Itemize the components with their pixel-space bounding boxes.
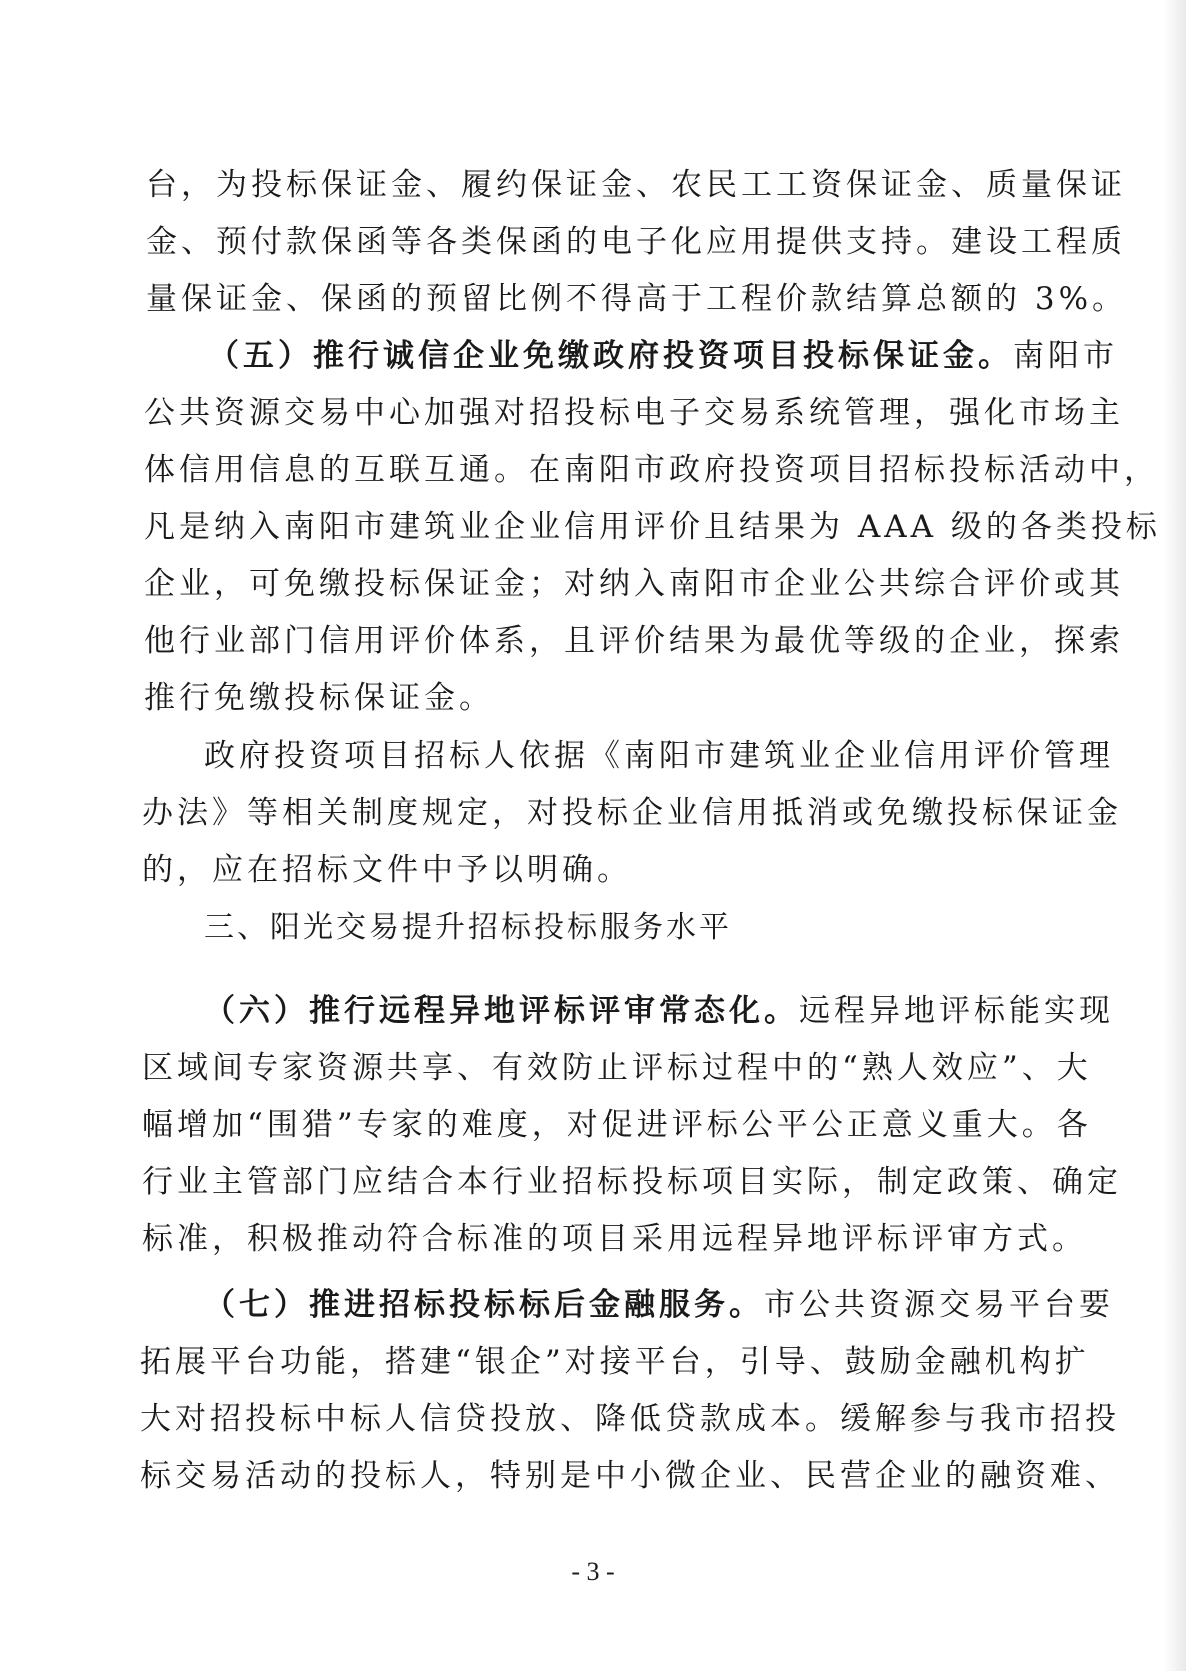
- section-7-line: （七）推进招标投标标后金融服务。市公共资源交易平台要: [204, 1287, 1114, 1323]
- text-line: 标交易活动的投标人，特别是中小微企业、民营企业的融资难、: [140, 1458, 1120, 1494]
- text-line: 台，为投标保证金、履约保证金、农民工工资保证金、质量保证: [146, 167, 1126, 203]
- text-line: 行业主管部门应结合本行业招标投标项目实际，制定政策、确定: [142, 1164, 1122, 1200]
- scan-edge-shadow: [1164, 0, 1186, 1671]
- section-7-title: （七）推进招标投标标后金融服务。: [204, 1287, 764, 1323]
- text-line: 拓展平台功能，搭建“银企”对接平台，引导、鼓励金融机构扩: [140, 1344, 1090, 1380]
- section-5-line: （五）推行诚信企业免缴政府投资项目投标保证金。南阳市: [208, 338, 1118, 374]
- text-line: 公共资源交易中心加强对招投标电子交易系统管理，强化市场主: [144, 395, 1124, 431]
- section-6-title: （六）推行远程异地评标评审常态化。: [204, 993, 799, 1029]
- text-line: 体信用信息的互联互通。在南阳市政府投资项目招标投标活动中，: [144, 452, 1159, 488]
- section-6-line: （六）推行远程异地评标评审常态化。远程异地评标能实现: [204, 993, 1114, 1029]
- section-heading-3: 三、阳光交易提升招标投标服务水平: [204, 910, 732, 945]
- text-line: 幅增加“围猎”专家的难度，对促进评标公平公正意义重大。各: [142, 1107, 1092, 1143]
- section-5-title: （五）推行诚信企业免缴政府投资项目投标保证金。: [208, 338, 1013, 374]
- text-line: 他行业部门信用评价体系，且评价结果为最优等级的企业，探索: [144, 623, 1124, 659]
- text-line: 办法》等相关制度规定，对投标企业信用抵消或免缴投标保证金: [142, 795, 1122, 831]
- text-line: 标准，积极推动符合标准的项目采用远程异地评标评审方式。: [142, 1221, 1087, 1257]
- text-line: 大对招投标中标人信贷投放、降低贷款成本。缓解参与我市招投: [140, 1401, 1120, 1437]
- text-line: 区域间专家资源共享、有效防止评标过程中的“熟人效应”、大: [142, 1050, 1092, 1086]
- text-line: 金、预付款保函等各类保函的电子化应用提供支持。建设工程质: [146, 224, 1126, 260]
- text-line: 凡是纳入南阳市建筑业企业信用评价且结果为 AAA 级的各类投标: [144, 509, 1161, 545]
- text-line: 企业，可免缴投标保证金；对纳入南阳市企业公共综合评价或其: [144, 566, 1124, 602]
- page-number: - 3 -: [571, 1557, 615, 1586]
- text-line: 的，应在招标文件中予以明确。: [142, 852, 632, 888]
- text-line: 推行免缴投标保证金。: [144, 680, 494, 716]
- text-line: 政府投资项目招标人依据《南阳市建筑业企业信用评价管理: [204, 738, 1114, 774]
- text-line: 量保证金、保函的预留比例不得高于工程价款结算总额的 3%。: [146, 281, 1128, 317]
